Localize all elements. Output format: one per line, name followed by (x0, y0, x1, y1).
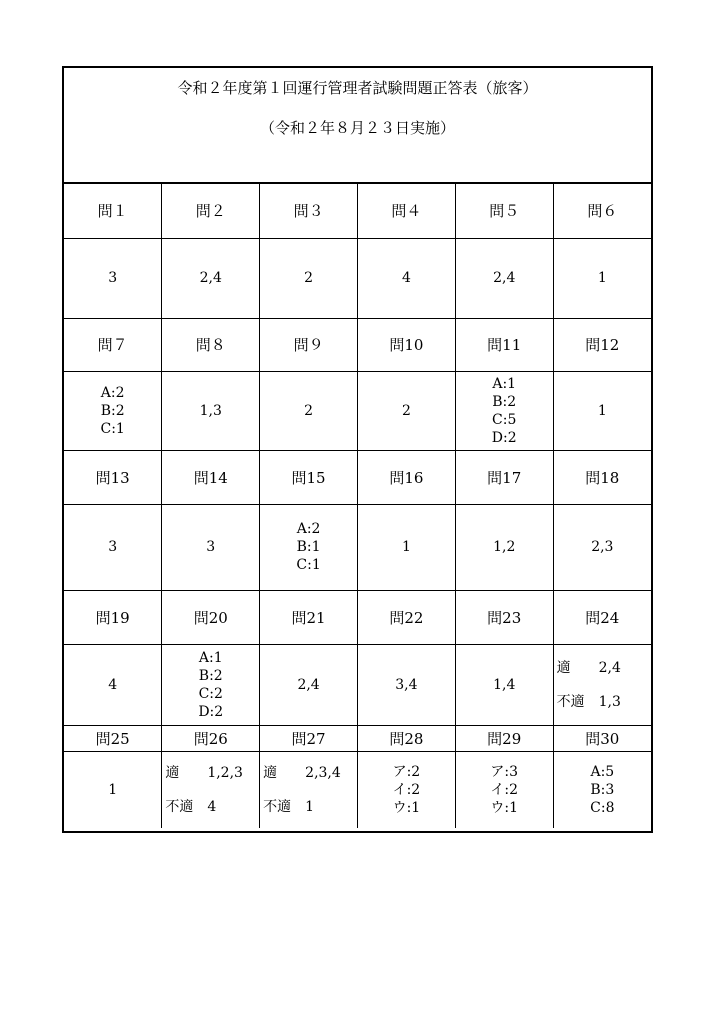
answer-cell (357, 644, 455, 725)
question-label: 問20 (162, 590, 260, 644)
answer-line: 2,4 (199, 270, 222, 286)
question-label: 問14 (162, 450, 260, 504)
answer-line: 適 1,2,3 (165, 764, 243, 781)
answer-line: 4 (108, 676, 118, 693)
answer-table (64, 184, 651, 828)
answer-cell (162, 371, 260, 450)
page-title: 令和２年度第１回運行管理者試験問題正答表（旅客） (177, 79, 538, 97)
question-label: 問29 (455, 725, 553, 751)
answer-line: ウ:1 (490, 799, 519, 816)
answer-sheet (62, 66, 653, 833)
answer-cell (64, 371, 162, 450)
answer-cell (455, 504, 553, 590)
answer-line: 適 2,3,4 (263, 764, 341, 781)
question-label: 問５ (455, 184, 553, 238)
answer-line: 1 (108, 781, 118, 798)
question-label: 問19 (64, 590, 162, 644)
answer-line: 1 (401, 539, 411, 555)
answer-line: 3 (206, 539, 216, 555)
question-label: 問６ (553, 184, 651, 238)
answer-gap (260, 782, 357, 798)
question-label: 問18 (553, 450, 651, 504)
answer-cell (357, 751, 455, 828)
answer-cell (162, 644, 260, 725)
answer-line: C:5 (492, 411, 517, 428)
answer-line: ア:3 (490, 763, 519, 780)
question-label: 問24 (553, 590, 651, 644)
question-label: 問25 (64, 725, 162, 751)
answer-line: 2 (304, 402, 314, 419)
answer-line: C:1 (100, 420, 125, 437)
answer-line: イ:2 (392, 781, 421, 798)
answer-cell (357, 371, 455, 450)
answer-cell (260, 238, 358, 318)
answer-cell (455, 644, 553, 725)
answer-line: D:2 (491, 429, 517, 446)
answer-cell (553, 371, 651, 450)
question-row (64, 590, 651, 644)
question-label: 問26 (162, 725, 260, 751)
answer-line: B:2 (492, 393, 517, 410)
answer-line: B:3 (590, 781, 615, 798)
answer-row (64, 504, 651, 590)
answer-cell (357, 238, 455, 318)
exam-date: （令和２年８月２３日実施） (259, 119, 455, 137)
question-row (64, 450, 651, 504)
answer-line: A:1 (492, 375, 517, 392)
question-label: 問11 (455, 318, 553, 371)
answer-cell (553, 238, 651, 318)
answer-gap (162, 782, 259, 798)
question-label: 問２ (162, 184, 260, 238)
answer-line: 1,4 (493, 676, 516, 693)
answer-line: A:1 (198, 649, 223, 666)
answer-cell (260, 644, 358, 725)
question-label: 問21 (260, 590, 358, 644)
answer-line: 不適 1 (263, 798, 315, 815)
header-block (64, 68, 651, 184)
answer-line: 1 (597, 402, 607, 419)
answer-line: 適 2,4 (556, 659, 621, 676)
answer-line: 不適 4 (165, 798, 217, 815)
answer-line: イ:2 (490, 781, 519, 798)
question-label: 問23 (455, 590, 553, 644)
answer-cell (64, 751, 162, 828)
answer-line: 3,4 (395, 676, 418, 693)
answer-gap (554, 677, 651, 693)
question-label: 問28 (357, 725, 455, 751)
question-row (64, 318, 651, 371)
question-label: 問８ (162, 318, 260, 371)
answer-line: 2,3 (591, 539, 614, 555)
answer-line: 1 (597, 270, 607, 286)
answer-line: B:2 (198, 667, 223, 684)
answer-cell (260, 751, 358, 828)
answer-line: 4 (401, 270, 411, 286)
answer-line: 2 (401, 402, 411, 419)
answer-line: 1,2 (493, 539, 516, 555)
answer-line: 1,3 (199, 402, 222, 419)
question-label: 問15 (260, 450, 358, 504)
answer-cell (455, 371, 553, 450)
question-label: 問10 (357, 318, 455, 371)
answer-row (64, 751, 651, 828)
question-label: 問13 (64, 450, 162, 504)
question-row (64, 184, 651, 238)
answer-line: A:2 (296, 521, 321, 537)
answer-line: A:2 (100, 384, 125, 401)
answer-row (64, 644, 651, 725)
answer-cell (357, 504, 455, 590)
answer-cell (455, 751, 553, 828)
question-label: 問16 (357, 450, 455, 504)
answer-cell (64, 238, 162, 318)
answer-cell (162, 504, 260, 590)
answer-line: C:1 (296, 557, 321, 573)
answer-line: 2,4 (493, 270, 516, 286)
question-label: 問12 (553, 318, 651, 371)
answer-cell (260, 504, 358, 590)
answer-line: 2 (304, 270, 314, 286)
answer-line: ア:2 (392, 763, 421, 780)
answer-line: ウ:1 (392, 799, 421, 816)
answer-row (64, 238, 651, 318)
question-label: 問１ (64, 184, 162, 238)
question-label: 問22 (357, 590, 455, 644)
answer-line: C:2 (198, 685, 223, 702)
question-label: 問17 (455, 450, 553, 504)
answer-line: 3 (108, 539, 118, 555)
answer-line: 2,4 (297, 676, 320, 693)
answer-line: 不適 1,3 (556, 693, 621, 710)
answer-cell (260, 371, 358, 450)
answer-cell (553, 504, 651, 590)
answer-cell (64, 644, 162, 725)
question-label: 問27 (260, 725, 358, 751)
question-label: 問３ (260, 184, 358, 238)
answer-line: B:2 (100, 402, 125, 419)
answer-row (64, 371, 651, 450)
answer-cell (64, 504, 162, 590)
answer-line: D:2 (198, 703, 224, 720)
answer-cell (553, 751, 651, 828)
answer-cell (162, 751, 260, 828)
question-label: 問９ (260, 318, 358, 371)
answer-cell (455, 238, 553, 318)
answer-line: B:1 (296, 539, 321, 555)
question-label: 問30 (553, 725, 651, 751)
question-row (64, 725, 651, 751)
answer-cell (553, 644, 651, 725)
answer-line: 3 (108, 270, 118, 286)
answer-line: C:8 (590, 799, 615, 816)
question-label: 問４ (357, 184, 455, 238)
answer-cell (162, 238, 260, 318)
question-label: 問７ (64, 318, 162, 371)
answer-line: A:5 (590, 763, 615, 780)
